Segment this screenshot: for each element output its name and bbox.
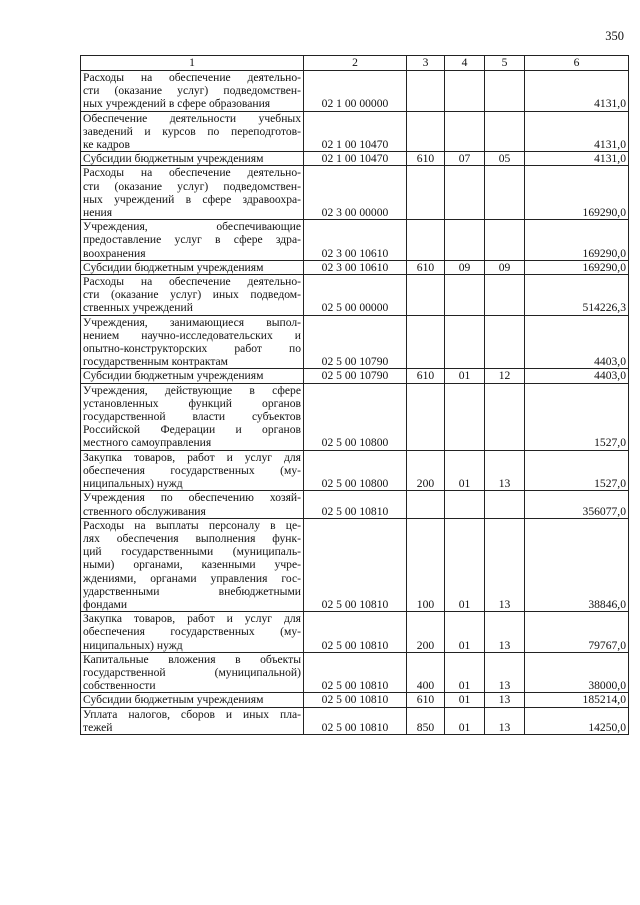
expense-name-line: государственной власти субъектов [83,410,301,424]
amount-cell: 356077,0 [525,491,629,518]
subsection-cell: 13 [485,693,525,707]
subsection-cell [485,220,525,261]
expense-name-cell [81,693,304,707]
expense-name-line: сти (оказание услуг) подведомствен- [83,84,301,98]
subsection-cell [485,315,525,369]
table-row [81,166,629,220]
expense-name-cell [81,369,304,383]
expense-name-line: обеспечения государственных (му- [83,625,301,639]
table-row [81,220,629,261]
expense-type-cell [407,491,445,518]
table-row [81,260,629,274]
table-header-row [81,56,629,71]
section-cell [445,71,485,112]
expense-name-line: предоставление услуг в сфере здра- [83,233,301,247]
target-article-cell: 02 1 00 00000 [304,71,407,112]
amount-cell: 4403,0 [525,315,629,369]
expense-name-line: ждениями, органами управления гос- [83,571,301,585]
expense-name-line: лях обеспечения выполнения функ- [83,531,301,545]
expense-type-cell: 850 [407,707,445,734]
target-article-cell: 02 5 00 10810 [304,652,407,693]
table-row [81,111,629,152]
target-article-cell: 02 5 00 10800 [304,383,407,450]
expense-name-line: Учреждения, действующие в сфере [83,383,301,397]
expense-name-cell [81,383,304,450]
target-article-cell: 02 5 00 10810 [304,612,407,653]
subsection-cell [485,111,525,152]
expense-name-cell [81,450,304,491]
target-article-cell: 02 5 00 10810 [304,693,407,707]
expense-name-line: нением научно-исследовательских и [83,328,301,342]
table-row [81,383,629,450]
expense-name-line: Закупка товаров, работ и услуг для [83,450,301,464]
expense-name-line: собственности [83,679,156,693]
section-cell: 01 [445,707,485,734]
expense-name-line: государственной (муниципальной) [83,665,301,679]
subsection-cell [485,166,525,220]
amount-cell: 4131,0 [525,152,629,166]
subsection-cell: 12 [485,369,525,383]
expense-name-line: ными) органами, казенными учре- [83,558,301,572]
expense-name-cell [81,166,304,220]
target-article-cell: 02 5 00 00000 [304,275,407,316]
expense-name-line: Субсидии бюджетным учреждениям [83,693,264,707]
expense-name-line: Учреждения, обеспечивающие [83,220,301,234]
budget-table [80,55,629,735]
section-cell [445,275,485,316]
expense-name-line: нения [83,206,113,220]
target-article-cell: 02 3 00 10610 [304,220,407,261]
amount-cell: 4131,0 [525,111,629,152]
expense-name-line: местного самоуправления [83,436,212,450]
expense-type-cell: 200 [407,612,445,653]
expense-type-cell [407,220,445,261]
section-cell [445,491,485,518]
subsection-cell: 13 [485,707,525,734]
subsection-cell [485,383,525,450]
section-cell: 01 [445,450,485,491]
amount-cell: 38846,0 [525,518,629,611]
subsection-cell: 13 [485,612,525,653]
expense-name-line: Российской Федерации и органов [83,423,301,437]
column-header: 5 [485,56,525,71]
expense-name-cell [81,315,304,369]
expense-name-line: Расходы на обеспечение деятельно- [83,275,301,289]
amount-cell: 4131,0 [525,71,629,112]
table-row [81,491,629,518]
page-number: 350 [605,29,624,43]
column-header: 6 [525,56,629,71]
target-article-cell: 02 1 00 10470 [304,111,407,152]
section-cell [445,383,485,450]
subsection-cell [485,71,525,112]
table-row [81,652,629,693]
expense-name-line: Субсидии бюджетным учреждениям [83,369,264,383]
expense-name-line: ниципальных) нужд [83,638,183,652]
subsection-cell: 05 [485,152,525,166]
expense-name-line: ных учреждений в сфере образования [83,97,271,111]
expense-name-line: ций государственными (муниципаль- [83,545,301,559]
expense-name-line: Субсидии бюджетным учреждениям [83,260,264,274]
table-row [81,693,629,707]
expense-name-cell [81,220,304,261]
table-row [81,450,629,491]
expense-type-cell: 610 [407,152,445,166]
amount-cell: 1527,0 [525,450,629,491]
expense-name-cell [81,111,304,152]
target-article-cell: 02 3 00 00000 [304,166,407,220]
subsection-cell: 13 [485,518,525,611]
expense-name-line: Субсидии бюджетным учреждениям [83,152,264,166]
expense-name-line: Расходы на обеспечение деятельно- [83,166,301,180]
table-row [81,707,629,734]
amount-cell: 4403,0 [525,369,629,383]
expense-name-line: Расходы на выплаты персоналу в це- [83,518,301,532]
target-article-cell: 02 5 00 10810 [304,707,407,734]
expense-type-cell: 610 [407,260,445,274]
column-header: 1 [81,56,304,71]
expense-name-line: ке кадров [83,138,130,152]
table-row [81,71,629,112]
expense-name-line: сти (оказание услуг) иных подведом- [83,288,301,302]
expense-name-line: сти (оказание услуг) подведомствен- [83,179,301,193]
expense-name-line: Капитальные вложения в объекты [83,652,301,666]
subsection-cell [485,491,525,518]
expense-name-cell [81,71,304,112]
subsection-cell: 13 [485,450,525,491]
amount-cell: 185214,0 [525,693,629,707]
expense-type-cell [407,383,445,450]
expense-type-cell: 610 [407,693,445,707]
amount-cell: 169290,0 [525,220,629,261]
amount-cell: 514226,3 [525,275,629,316]
expense-name-line: Обеспечение деятельности учебных [83,111,301,125]
expense-name-line: установленных функций органов [83,396,301,410]
expense-name-line: Учреждения по обеспечению хозяй- [83,491,301,505]
column-header: 4 [445,56,485,71]
expense-type-cell [407,275,445,316]
table-row [81,369,629,383]
expense-name-line: ственного обслуживания [83,504,206,518]
amount-cell: 38000,0 [525,652,629,693]
column-header: 3 [407,56,445,71]
expense-type-cell [407,166,445,220]
expense-name-cell [81,518,304,611]
section-cell: 01 [445,369,485,383]
target-article-cell: 02 3 00 10610 [304,260,407,274]
amount-cell: 169290,0 [525,260,629,274]
section-cell: 01 [445,518,485,611]
expense-name-line: ниципальных) нужд [83,477,183,491]
amount-cell: 79767,0 [525,612,629,653]
expense-type-cell [407,315,445,369]
expense-name-cell [81,260,304,274]
amount-cell: 14250,0 [525,707,629,734]
expense-name-line: заведений и курсов по переподготов- [83,124,301,138]
target-article-cell: 02 1 00 10470 [304,152,407,166]
column-header: 2 [304,56,407,71]
expense-name-line: государственным контрактам [83,355,229,369]
expense-name-line: ных учреждений в сфере здравоохра- [83,192,301,206]
expense-name-line: обеспечения государственных (му- [83,463,301,477]
subsection-cell [485,275,525,316]
expense-name-cell [81,707,304,734]
table-row [81,275,629,316]
expense-name-line: ственных учреждений [83,301,193,315]
target-article-cell: 02 5 00 10800 [304,450,407,491]
table-row [81,518,629,611]
section-cell: 01 [445,612,485,653]
section-cell [445,220,485,261]
amount-cell: 1527,0 [525,383,629,450]
section-cell: 01 [445,652,485,693]
section-cell [445,315,485,369]
expense-name-line: Учреждения, занимающиеся выпол- [83,315,301,329]
expense-type-cell: 400 [407,652,445,693]
expense-name-line: тежей [83,720,113,734]
expense-name-line: фондами [83,597,128,611]
target-article-cell: 02 5 00 10810 [304,491,407,518]
table-row [81,152,629,166]
subsection-cell: 09 [485,260,525,274]
expense-name-line: ударственными внебюджетными [83,584,301,598]
expense-name-line: Закупка товаров, работ и услуг для [83,612,301,626]
expense-name-cell [81,652,304,693]
target-article-cell: 02 5 00 10810 [304,518,407,611]
expense-name-line: Уплата налогов, сборов и иных пла- [83,707,301,721]
expense-name-cell [81,275,304,316]
expense-type-cell [407,111,445,152]
amount-cell: 169290,0 [525,166,629,220]
table-row [81,315,629,369]
section-cell: 07 [445,152,485,166]
expense-name-cell [81,152,304,166]
section-cell: 01 [445,693,485,707]
expense-type-cell [407,71,445,112]
expense-name-cell [81,612,304,653]
expense-type-cell: 610 [407,369,445,383]
expense-type-cell: 200 [407,450,445,491]
expense-name-line: Расходы на обеспечение деятельно- [83,71,301,84]
subsection-cell: 13 [485,652,525,693]
table-row [81,612,629,653]
expense-type-cell: 100 [407,518,445,611]
expense-name-line: воохранения [83,246,146,260]
section-cell: 09 [445,260,485,274]
section-cell [445,111,485,152]
expense-name-line: опытно-конструкторских работ по [83,342,301,356]
section-cell [445,166,485,220]
expense-name-cell [81,491,304,518]
target-article-cell: 02 5 00 10790 [304,369,407,383]
target-article-cell: 02 5 00 10790 [304,315,407,369]
